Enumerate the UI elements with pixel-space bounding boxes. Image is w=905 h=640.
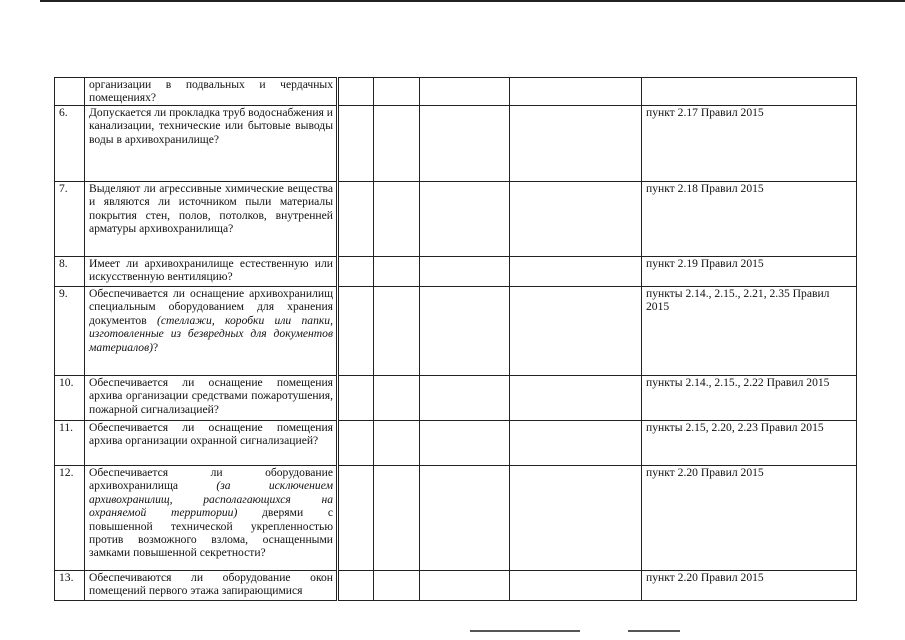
row-number: 13. bbox=[55, 571, 85, 601]
legal-reference: пункт 2.19 Правил 2015 bbox=[642, 257, 857, 287]
answer-na-cell bbox=[420, 106, 510, 182]
answer-no-cell bbox=[374, 376, 420, 421]
row-number: 12. bbox=[55, 466, 85, 571]
question-text: Обеспечиваются ли оборудование окон помещений первого этажа запирающимися bbox=[89, 571, 333, 598]
table-row bbox=[55, 466, 857, 571]
answer-na-cell bbox=[420, 257, 510, 287]
question-text: Обеспечивается ли оснащение архивохранилищ специальным оборудованием для хранения документов bbox=[89, 287, 333, 327]
row-number bbox=[55, 78, 85, 106]
legal-reference: пункт 2.20 Правил 2015 bbox=[642, 571, 857, 601]
notes-cell bbox=[510, 182, 642, 257]
answer-no-cell bbox=[374, 571, 420, 601]
legal-reference: пункт 2.17 Правил 2015 bbox=[642, 106, 857, 182]
question-cell bbox=[85, 466, 338, 571]
answer-na-cell bbox=[420, 182, 510, 257]
answer-na-cell bbox=[420, 78, 510, 106]
question-text: Обеспечивается ли оборудование архивохранилища bbox=[89, 466, 333, 493]
legal-reference bbox=[642, 78, 857, 106]
question-text: организации в подвальных и чердачных помещениях? bbox=[89, 78, 333, 105]
answer-yes-cell bbox=[338, 287, 374, 376]
notes-cell bbox=[510, 287, 642, 376]
table-row bbox=[55, 376, 857, 421]
answer-no-cell bbox=[374, 466, 420, 571]
answer-yes-cell bbox=[338, 376, 374, 421]
answer-na-cell bbox=[420, 287, 510, 376]
answer-yes-cell bbox=[338, 106, 374, 182]
legal-reference: пункт 2.18 Правил 2015 bbox=[642, 182, 857, 257]
answer-yes-cell bbox=[338, 257, 374, 287]
answer-no-cell bbox=[374, 106, 420, 182]
question-note-text: (стеллажи, коробки или папки, изготовленные из безвредных для документов материалов) bbox=[89, 313, 333, 354]
question-text: Имеет ли архивохранилище естественную или искусственную вентиляцию? bbox=[89, 257, 333, 284]
row-number: 6. bbox=[55, 106, 85, 182]
question-text: Допускается ли прокладка труб водоснабжения и канализации, технические или бытовые выводы воды в архивохранилище? bbox=[89, 106, 333, 146]
legal-reference: пункты 2.14., 2.15., 2.21, 2.35 Правил 2015 bbox=[642, 287, 857, 376]
top-border-line bbox=[40, 0, 905, 2]
answer-no-cell bbox=[374, 257, 420, 287]
question-text: дверями с повышенной технической укрепленностью против возможного взлома, оснащенными замками повышенной секретности? bbox=[89, 506, 333, 560]
answer-no-cell bbox=[374, 182, 420, 257]
question-cell bbox=[85, 376, 338, 421]
table-body bbox=[55, 78, 857, 601]
answer-na-cell bbox=[420, 466, 510, 571]
notes-cell bbox=[510, 376, 642, 421]
notes-cell bbox=[510, 421, 642, 466]
notes-cell bbox=[510, 257, 642, 287]
table-row bbox=[55, 421, 857, 466]
answer-yes-cell bbox=[338, 78, 374, 106]
table-row bbox=[55, 182, 857, 257]
question-cell bbox=[85, 78, 338, 106]
checklist-table bbox=[54, 77, 857, 601]
row-number: 11. bbox=[55, 421, 85, 466]
answer-no-cell bbox=[374, 78, 420, 106]
answer-no-cell bbox=[374, 421, 420, 466]
notes-cell bbox=[510, 106, 642, 182]
question-text: Обеспечивается ли оснащение помещения архива организации охранной сигнализацией? bbox=[89, 421, 333, 448]
legal-reference: пункты 2.14., 2.15., 2.22 Правил 2015 bbox=[642, 376, 857, 421]
table-row bbox=[55, 106, 857, 182]
row-number: 10. bbox=[55, 376, 85, 421]
question-note-text: (за исключением архивохранилищ, располагающихся на охраняемой территории) bbox=[89, 479, 333, 520]
notes-cell bbox=[510, 466, 642, 571]
row-number: 7. bbox=[55, 182, 85, 257]
question-cell bbox=[85, 106, 338, 182]
question-cell bbox=[85, 182, 338, 257]
row-number: 8. bbox=[55, 257, 85, 287]
answer-yes-cell bbox=[338, 571, 374, 601]
answer-na-cell bbox=[420, 421, 510, 466]
legal-reference: пункты 2.15, 2.20, 2.23 Правил 2015 bbox=[642, 421, 857, 466]
answer-na-cell bbox=[420, 571, 510, 601]
legal-reference: пункт 2.20 Правил 2015 bbox=[642, 466, 857, 571]
row-number: 9. bbox=[55, 287, 85, 376]
question-text: Выделяют ли агрессивные химические вещества и являются ли источником пыли материалы покрытия стен, полов, потолков, внутренней арматуры архивохранилища? bbox=[89, 182, 333, 236]
question-cell bbox=[85, 257, 338, 287]
question-cell bbox=[85, 571, 338, 601]
question-cell bbox=[85, 421, 338, 466]
answer-no-cell bbox=[374, 287, 420, 376]
answer-na-cell bbox=[420, 376, 510, 421]
table-row bbox=[55, 257, 857, 287]
notes-cell bbox=[510, 78, 642, 106]
bottom-scan-line bbox=[470, 630, 580, 632]
answer-yes-cell bbox=[338, 421, 374, 466]
table-row bbox=[55, 571, 857, 601]
question-cell bbox=[85, 287, 338, 376]
answer-yes-cell bbox=[338, 182, 374, 257]
table-row bbox=[55, 78, 857, 106]
question-text: ? bbox=[153, 340, 159, 354]
notes-cell bbox=[510, 571, 642, 601]
bottom-scan-line bbox=[628, 630, 680, 632]
question-text: Обеспечивается ли оснащение помещения архива организации средствами пожаротушения, пожарной сигнализацией? bbox=[89, 376, 333, 416]
table-row bbox=[55, 287, 857, 376]
answer-yes-cell bbox=[338, 466, 374, 571]
